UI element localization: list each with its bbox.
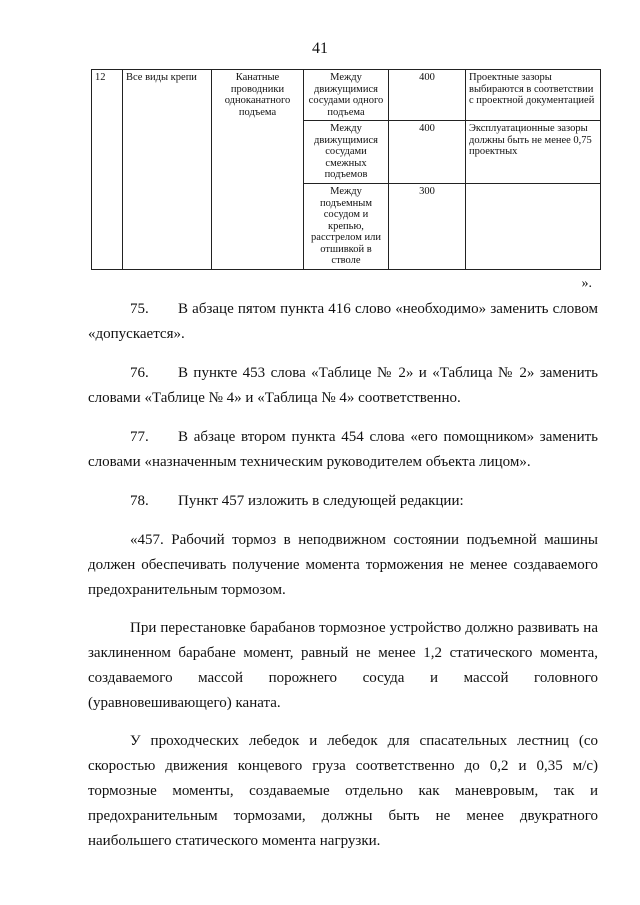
- conductor-type-cell: Канатные проводники одноканатного подъема: [212, 70, 304, 270]
- item-number: 76.: [130, 365, 149, 381]
- item-number: 77.: [130, 429, 149, 445]
- item-text: В пункте 453 слова «Таблице № 2» и «Таблица № 2» заменить словами «Таблице № 4» и «Таблица № 4» соответственно.: [88, 365, 598, 406]
- item-number: 75.: [130, 301, 149, 317]
- item-text: В абзаце втором пункта 454 слова «его помощником» заменить словами «назначенным техническим руководителем объекта лицом».: [88, 429, 598, 470]
- between-cell: Между движущимися сосудами одного подъема: [304, 70, 389, 121]
- amendment-item: [88, 361, 598, 411]
- amendment-item: [88, 297, 598, 347]
- note-cell: Эксплуатационные зазоры должны быть не менее 0,75 проектных: [466, 121, 601, 184]
- item-text: Пункт 457 изложить в следующей редакции:: [178, 493, 464, 509]
- amendment-item: [88, 425, 598, 475]
- quoted-paragraph: «457. Рабочий тормоз в неподвижном состоянии подъемной машины должен обеспечивать получение момента торможения не менее создаваемого предохранительным тормозом.: [88, 532, 598, 598]
- item-number: 78.: [130, 493, 149, 509]
- clearance-mm-cell: 400: [389, 121, 466, 184]
- amendments-text: [88, 297, 598, 867]
- quoted-paragraph: У проходческих лебедок и лебедок для спасательных лестниц (со скоростью движения концевого груза соответственно до 0,2 и 0,35 м/с) тормозные моменты, создаваемые отдельно как маневровым, так и предохранительным тормозами, должны быть не менее двукратного наибольшего статического момента нагрузки.: [88, 733, 598, 849]
- closing-quote: ».: [581, 276, 592, 291]
- quoted-paragraph: При перестановке барабанов тормозное устройство должно развивать на заклиненном барабане момент, равный не менее 1,2 статического момента, создаваемого массой порожнего сосуда и массой головного (уравновешивающего) каната.: [88, 620, 598, 711]
- row-number-cell: 12: [92, 70, 123, 270]
- item-text: В абзаце пятом пункта 416 слово «необходимо» заменить словом «допускается».: [88, 301, 598, 342]
- page-number: 41: [312, 40, 328, 57]
- clearance-table: [91, 69, 601, 270]
- amendment-item: [88, 489, 598, 514]
- support-type-cell: Все виды крепи: [123, 70, 212, 270]
- clearance-mm-cell: 300: [389, 184, 466, 270]
- between-cell: Между подъемным сосудом и крепью, расстрелом или отшивкой в стволе: [304, 184, 389, 270]
- note-cell: [466, 184, 601, 270]
- between-cell: Между движущимися сосудами смежных подъемов: [304, 121, 389, 184]
- clearance-mm-cell: 400: [389, 70, 466, 121]
- table-row: [92, 70, 601, 121]
- note-cell: Проектные зазоры выбираются в соответствии с проектной документацией: [466, 70, 601, 121]
